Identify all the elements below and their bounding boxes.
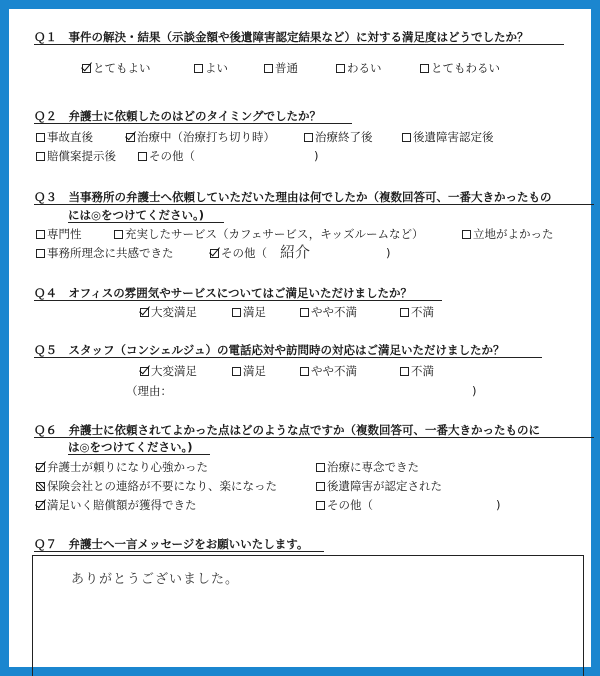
q6-option-no-insurer-contact[interactable]: 保険会社との連絡が不要になり、楽になった [36, 479, 277, 493]
q3-option-expertise[interactable]: 専門性 [36, 227, 82, 241]
q1-option-good[interactable]: よい [194, 61, 228, 75]
checkbox-icon[interactable] [304, 133, 313, 142]
q4-option-somewhat-dissatisfied[interactable]: やや不満 [300, 305, 357, 319]
q3-underline-1 [34, 204, 594, 205]
q5-option-somewhat-dissatisfied[interactable]: やや不満 [300, 364, 357, 378]
checkbox-checked-icon[interactable] [82, 64, 91, 73]
q5-underline [34, 357, 542, 358]
q4-underline [34, 300, 442, 301]
q6-option-compensation[interactable]: 満足いく賠償額が獲得できた [36, 498, 197, 512]
q3-option-location[interactable]: 立地がよかった [462, 227, 554, 241]
q4-option-dissatisfied[interactable]: 不満 [400, 305, 434, 319]
q3-question-line2: には◎をつけてください。) [68, 208, 205, 222]
message-handwritten: ありがとうございました。 [71, 572, 240, 587]
checkbox-icon[interactable] [316, 482, 325, 491]
q1-underline [34, 44, 564, 45]
checkbox-icon[interactable] [420, 64, 429, 73]
message-box[interactable] [32, 555, 584, 676]
q3-option-services[interactable]: 充実したサービス（カフェサービス，キッズルームなど） [114, 227, 424, 241]
q6-underline-2 [68, 454, 210, 455]
q5-reason-close: ) [472, 384, 477, 398]
q2-underline [34, 123, 352, 124]
q1-option-very-bad[interactable]: とてもわるい [420, 61, 500, 75]
checkbox-icon[interactable] [194, 64, 203, 73]
q2-option-after-treatment[interactable]: 治療終了後 [304, 130, 373, 144]
checkbox-icon[interactable] [36, 249, 45, 258]
q5-reason-label: （理由： [126, 384, 172, 398]
checkbox-icon[interactable] [462, 230, 471, 239]
checkbox-checked-icon[interactable] [36, 501, 45, 510]
checkbox-checked-icon[interactable] [210, 249, 219, 258]
checkbox-icon[interactable] [114, 230, 123, 239]
q4-option-very-satisfied[interactable]: 大変満足 [140, 305, 197, 319]
q3-option-philosophy[interactable]: 事務所理念に共感できた [36, 246, 174, 260]
checkbox-icon[interactable] [138, 152, 147, 161]
q2-question: Ｑ２ 弁護士に依頼したのはどのタイミングでしたか？ [34, 109, 322, 123]
q2-option-during-treatment[interactable]: 治療中（治療打ち切り時） [126, 130, 275, 144]
q6-option-reliable[interactable]: 弁護士が頼りになり心強かった [36, 460, 208, 474]
survey-sheet [18, 18, 600, 676]
checkbox-checked-icon[interactable] [140, 308, 149, 317]
q6-underline-1 [34, 437, 594, 438]
q3-other-close: ) [386, 246, 391, 260]
q6-question-line1: Ｑ６ 弁護士に依頼されてよかった点はどのような点ですか（複数回答可、一番大きかったものに [34, 423, 540, 437]
q6-question-line2: は◎をつけてください。) [68, 440, 193, 454]
checkbox-icon[interactable] [232, 367, 241, 376]
q6-option-certified[interactable]: 後遺障害が認定された [316, 479, 442, 493]
checkbox-icon[interactable] [36, 230, 45, 239]
checkbox-icon[interactable] [264, 64, 273, 73]
q3-other-handwritten: 紹介 [280, 243, 311, 261]
checkbox-icon[interactable] [336, 64, 345, 73]
q6-option-focus-treatment[interactable]: 治療に専念できた [316, 460, 419, 474]
q7-question: Ｑ７ 弁護士へ一言メッセージをお願いいたします。 [34, 537, 309, 551]
checkbox-icon[interactable] [36, 152, 45, 161]
checkbox-icon[interactable] [400, 308, 409, 317]
q5-question: Ｑ５ スタッフ（コンシェルジュ）の電話応対や訪問時の対応はご満足いただけましたか？ [34, 343, 505, 357]
q1-question: Ｑ１ 事件の解決・結果（示談金額や後遺障害認定結果など）に対する満足度はどうでしたか？ [34, 30, 529, 44]
checkbox-icon[interactable] [300, 308, 309, 317]
q2-option-right-after[interactable]: 事故直後 [36, 130, 93, 144]
q2-option-after-proposal[interactable]: 賠償案提示後 [36, 149, 116, 163]
checkbox-icon[interactable] [316, 501, 325, 510]
checkbox-checked-icon[interactable] [36, 463, 45, 472]
checkbox-icon[interactable] [400, 367, 409, 376]
checkbox-icon[interactable] [36, 133, 45, 142]
q2-other-close: ) [314, 149, 319, 163]
q3-underline-2 [68, 222, 224, 223]
q5-option-very-satisfied[interactable]: 大変満足 [140, 364, 197, 378]
q1-option-neutral[interactable]: 普通 [264, 61, 298, 75]
q6-other-close: ) [496, 498, 501, 512]
checkbox-icon[interactable] [402, 133, 411, 142]
q6-option-other[interactable]: その他（ [316, 498, 373, 512]
checkbox-icon[interactable] [300, 367, 309, 376]
q1-option-very-good[interactable]: とてもよい [82, 61, 151, 75]
q3-option-other[interactable]: その他（ [210, 246, 267, 260]
q4-question: Ｑ４ オフィスの雰囲気やサービスについてはご満足いただけましたか？ [34, 286, 413, 300]
checkbox-checked-icon[interactable] [126, 133, 135, 142]
q7-underline [34, 551, 324, 552]
q5-option-dissatisfied[interactable]: 不満 [400, 364, 434, 378]
checkbox-checked-icon[interactable] [140, 367, 149, 376]
q5-option-satisfied[interactable]: 満足 [232, 364, 266, 378]
q4-option-satisfied[interactable]: 満足 [232, 305, 266, 319]
checkbox-icon[interactable] [232, 308, 241, 317]
checkbox-filled-icon[interactable] [36, 482, 45, 491]
q1-option-bad[interactable]: わるい [336, 61, 382, 75]
q2-option-other[interactable]: その他（ [138, 149, 195, 163]
checkbox-icon[interactable] [316, 463, 325, 472]
q3-question-line1: Ｑ３ 当事務所の弁護士へ依頼していただいた理由は何でしたか（複数回答可、一番大きかったもの [34, 190, 552, 204]
q2-option-after-certification[interactable]: 後遺障害認定後 [402, 130, 494, 144]
